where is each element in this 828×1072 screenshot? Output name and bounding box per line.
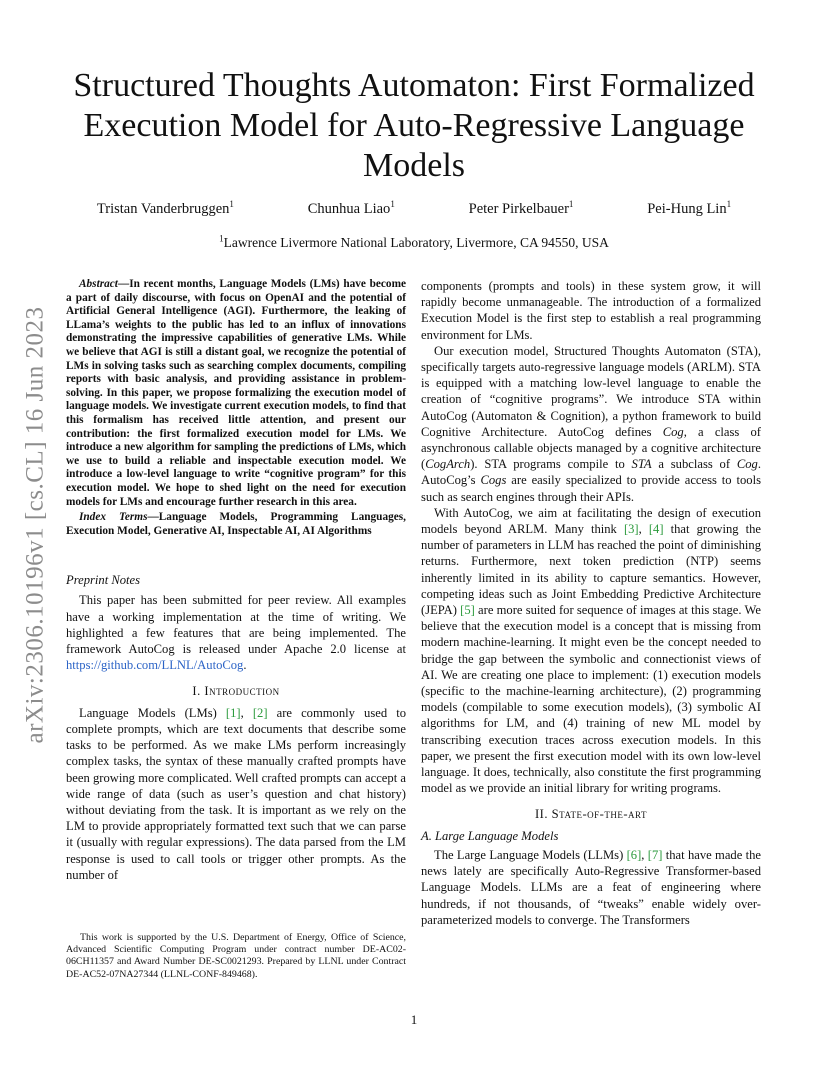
- preprint-notes-text: This paper has been submitted for peer review. All examples have a working implementation at the time of writing. We highlighted a few features that are being implemented. The framework AutoCog is released under Apache 2.0 license at https://github.com/LLNL/AutoCog.: [66, 593, 406, 673]
- section-heading-state-of-the-art: II. State-of-the-art: [534, 806, 647, 821]
- page-number: 1: [410, 1012, 418, 1027]
- arxiv-identifier-text: arXiv:2306.10196v1 [cs.CL] 16 Jun 2023: [22, 306, 49, 744]
- author: Pei-Hung Lin$^1$: [647, 199, 732, 217]
- author: Peter Pirkelbauer$^1$: [468, 199, 574, 217]
- subsection-heading-llm: A. Large Language Models: [421, 828, 559, 843]
- sota-paragraph-1: The Large Language Models (LLMs) [6], [7] that have made the news lately are specifically Auto-Regressive Transformer-based Language Models. LLMs are a feat of engineering where hundreds, if not thousands, of “tweaks” enable widely over-parameterized models to converge. The Transformers: [421, 847, 762, 927]
- arxiv-identifier: [18, 290, 54, 760]
- author-list: [60, 201, 768, 218]
- author: Tristan Vanderbruggen$^1$: [96, 199, 234, 217]
- affiliation: $^1$Lawrence Livermore National Laboratory, Livermore, CA 94550, USA: [219, 233, 609, 250]
- left-column: [66, 278, 406, 883]
- citation-link[interactable]: [2]: [252, 705, 268, 720]
- right-column: [421, 278, 761, 928]
- intro-paragraph-2: Our execution model, Structured Thoughts Automaton (STA), specifically targets auto-regressive language models (ARLM). STA is equipped with a matching low-level language to enable the creation of “cognitive programs”. We introduce STA within AutoCog (Automaton & Cognition), a python framework to build Cognitive Architecture. AutoCog defines Cog, a class of asynchronous callable objects managed by a cognitive architecture (CogArch). STA programs compile to STA a subclass of Cog. AutoCog’s Cogs are easily specialized to provide access to tools such as search engines through their APIs.: [421, 343, 761, 504]
- author: Chunhua Liao$^1$: [307, 199, 395, 217]
- github-link[interactable]: https://github.com/LLNL/AutoCog: [66, 658, 244, 673]
- section-heading-introduction: I. Introduction: [192, 683, 280, 698]
- intro-paragraph-3: With AutoCog, we aim at facilitating the design of execution models beyond ARLM. Many think [3], [4] that growing the number of parameters in LLM has reached the point of diminishing returns. Furthermore, next token prediction (NTP) seems inherently limited in its ability to capture semantics. However, competing ideas such as Joint Embedding Predictive Architecture (JEPA) [5] are more suited for sequence of images at this stage. We believe that the execution model is a concept that is missing from modern machine-learning. It might even be the concept needed to bridge the gap between the symbolic and connectionist views of AI. We are creating one place to implement: (1) execution models (specific to the machine-learning architecture), (2) programming models (compilable to some execution models), (3) symbolic AI algorithms for LM, and (4) training of new ML model by transcribing execution traces across execution models. In this paper, we present the first execution model with its own low-level language. It does, technically, also constitute the first programming model as we provide an initial library for writing programs.: [421, 505, 762, 796]
- index-terms: Index Terms—Language Models, Programming Languages, Execution Model, Generative AI, Inspectable AI, AI Algorithms: [66, 511, 406, 537]
- citation-link[interactable]: [1]: [225, 705, 241, 720]
- preprint-notes-heading: Preprint Notes: [66, 573, 141, 588]
- citation-link[interactable]: [6]: [626, 847, 642, 862]
- intro-paragraph-1: Language Models (LMs) [1], [2] are commonly used to complete prompts, which are text documents that describe some tasks to be performed. As we make LMs perform increasingly complex tasks, the syntax of these manually crafted prompts have been growing more complicated. Well crafted prompts can accept a wide range of data (such as user’s question and chat history) without deviating from the task. It is important as we rely on the LM to provide appropriately formatted text such that we can parse it (usually with regular expressions). The data parsed from the LM response is used to call tools or trigger other prompts. As the number of: [66, 705, 407, 882]
- abstract: Abstract—In recent months, Language Models (LMs) have become a part of daily discourse, with focus on OpenAI and the potential of Artificial General Intelligence (AGI). Furthermore, the leaking of LLama’s weights to the public has led to an influx of innovations demonstrating the impressive capabilities of generative LMs. While we believe that AGI is still a distant goal, we recognize the potential of LMs in solving tasks such as searching complex documents, compiling reports with basic analysis, and providing assistance in problem-solving. In this paper, we propose formalizing the execution model of language models. We investigate current execution models, to find that this formalism has received little attention, and present our contribution: the first formalized execution model for LMs. We introduce a new algorithm for sampling the predictions of LMs, which we use to build a reliable and inspectable execution model. We introduce a low-level language to write “cognitive program” for this execution model. We hope to shed light on the need for execution models for LMs and encourage further research in this area.: [66, 278, 406, 508]
- intro-paragraph-1-continued: components (prompts and tools) in these system grow, it will rapidly become unmanageable. The introduction of a formalized Execution Model is the first step to establish a real programming environment for LMs.: [421, 279, 761, 342]
- citation-link[interactable]: [3]: [623, 522, 639, 537]
- citation-link[interactable]: [7]: [647, 847, 663, 862]
- paper-title: Structured Thoughts Automaton: First Formalized Execution Model for Auto-Regressive Language Models: [73, 67, 755, 184]
- citation-link[interactable]: [5]: [460, 603, 475, 618]
- funding-footnote: This work is supported by the U.S. Department of Energy, Office of Science, Advanced Scientific Computing Program under contract number DE-AC02-06CH11357 and Award Number DE-SC0021293. Prepared by LLNL under Contract DE-AC52-07NA27344 (LLNL-CONF-849468).: [66, 931, 406, 980]
- citation-link[interactable]: [4]: [648, 522, 664, 537]
